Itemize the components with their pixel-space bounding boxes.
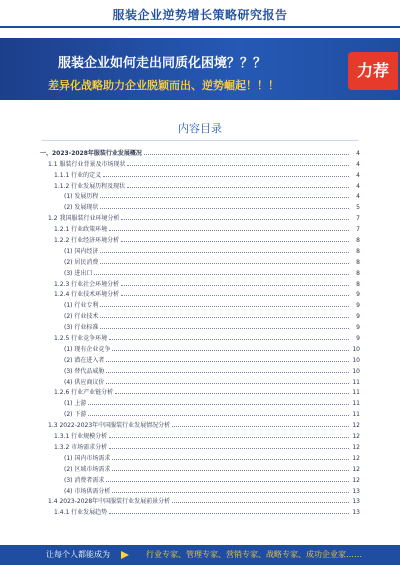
toc-leader-dots	[106, 372, 349, 373]
toc-page-number: 4	[356, 182, 360, 190]
toc-page-number: 4	[356, 149, 360, 157]
toc-entry[interactable]	[40, 331, 360, 342]
toc-page-number: 9	[356, 324, 360, 332]
toc-entry-label: (1) 国内经济	[64, 247, 99, 255]
toc-entry[interactable]	[40, 179, 360, 190]
toc-entry[interactable]	[40, 190, 360, 201]
toc-page-number: 4	[356, 171, 360, 179]
toc-leader-dots	[121, 285, 349, 286]
toc-leader-dots	[100, 197, 349, 198]
toc-entry[interactable]	[40, 222, 360, 233]
toc-entry[interactable]	[40, 495, 360, 506]
toc-entry[interactable]	[40, 451, 360, 462]
toc-entry-label: 1.1.2 行业发展历程及现状	[54, 182, 126, 190]
toc-leader-dots	[88, 415, 349, 416]
toc-page-number: 12	[352, 422, 360, 430]
toc-page-number: 11	[352, 400, 360, 408]
toc-page-number: 12	[352, 454, 360, 462]
toc-entry[interactable]	[40, 353, 360, 364]
toc-leader-dots	[100, 263, 349, 264]
toc-leader-dots	[88, 404, 349, 405]
toc-leader-dots	[172, 426, 349, 427]
toc-page-number: 10	[352, 356, 360, 364]
toc-entry-label: (1) 国内市场需求	[64, 454, 111, 462]
toc-page-number: 12	[352, 476, 360, 484]
toc-leader-dots	[100, 317, 349, 318]
toc-entry[interactable]	[40, 429, 360, 440]
toc-page-number: 9	[356, 291, 360, 299]
toc-leader-dots	[103, 176, 349, 177]
toc-leader-dots	[112, 459, 349, 460]
toc-entry[interactable]	[40, 386, 360, 397]
toc-entry[interactable]	[40, 168, 360, 179]
toc-entry-label: (2) 居民消费	[64, 258, 99, 266]
toc-page-number: 12	[352, 465, 360, 473]
toc-entry[interactable]	[40, 364, 360, 375]
banner-subheadline: 差异化战略助力企业脱颖而出、逆势崛起！！！	[48, 79, 279, 92]
toc-entry-label: (2) 下游	[64, 411, 87, 419]
toc-leader-dots	[109, 339, 349, 340]
toc-leader-dots	[121, 295, 349, 296]
toc-leader-dots	[112, 492, 349, 493]
toc-entry[interactable]	[40, 233, 360, 244]
toc-entry[interactable]	[40, 200, 360, 211]
toc-entry-label: (2) 潜在进入者	[64, 356, 105, 364]
toc-entry[interactable]	[40, 255, 360, 266]
toc-entry-label: (3) 进出口	[64, 269, 93, 277]
toc-entry-label: (1) 发展历程	[64, 193, 99, 201]
toc-entry-label: 1.2.2 行业经济环境分析	[54, 237, 120, 245]
toc-entry-label: (2) 区域市场需求	[64, 465, 111, 473]
recommend-badge: 力荐	[348, 52, 398, 90]
toc-entry-label: 1.2.1 行业政策环境	[54, 226, 108, 234]
toc-page-number: 11	[352, 411, 360, 419]
arrow-right-icon	[120, 550, 130, 560]
toc-page-number: 7	[356, 226, 360, 234]
toc-page-number: 13	[352, 509, 360, 517]
toc-entry-label: 1.1.1 行业的定义	[54, 171, 102, 179]
toc-entry[interactable]	[40, 309, 360, 320]
toc-page-number: 10	[352, 345, 360, 353]
toc-page-number: 9	[356, 302, 360, 310]
toc-leader-dots	[112, 470, 349, 471]
toc-page-number: 8	[356, 247, 360, 255]
toc-page-number: 13	[352, 498, 360, 506]
toc-entry-label: (3) 替代品威胁	[64, 367, 105, 375]
toc-leader-dots	[100, 306, 349, 307]
toc-page-number: 8	[356, 269, 360, 277]
toc-leader-dots	[106, 383, 349, 384]
toc-entry-label: 1.3.1 行业规模分析	[54, 433, 108, 441]
toc-leader-dots	[109, 513, 349, 514]
toc-entry[interactable]	[40, 342, 360, 353]
toc-leader-dots	[109, 448, 349, 449]
toc-leader-dots	[100, 328, 349, 329]
toc-entry-label: 1.1 服装行业背景及市场现状	[48, 160, 126, 168]
toc-page-number: 8	[356, 258, 360, 266]
toc-heading: 内容目录	[178, 122, 222, 135]
toc-entry-label: (4) 供应商议价	[64, 378, 105, 386]
toc-entry[interactable]	[40, 505, 360, 516]
toc-entry-label: (3) 行业标准	[64, 324, 99, 332]
report-title: 服装企业逆势增长策略研究报告	[112, 8, 288, 22]
toc-entry-label: (1) 上游	[64, 400, 87, 408]
toc-leader-dots	[100, 208, 349, 209]
header-divider	[0, 26, 400, 28]
toc-entry-label: (1) 现有企业竞争	[64, 345, 111, 353]
toc-entry[interactable]	[40, 277, 360, 288]
toc-entry[interactable]	[40, 473, 360, 484]
toc-page-number: 11	[352, 389, 360, 397]
toc-page-number: 4	[356, 160, 360, 168]
toc-divider	[42, 140, 358, 141]
toc-page-number: 9	[356, 313, 360, 321]
toc-entry-label: 1.2.4 行业技术环境分析	[54, 291, 120, 299]
toc-page-number: 8	[356, 237, 360, 245]
toc-entry[interactable]	[40, 320, 360, 331]
toc-page-number: 12	[352, 443, 360, 451]
toc-entry-label: 1.3.2 市场需求分析	[54, 443, 108, 451]
toc-entry-label: 1.2.6 行业产业链分析	[54, 389, 114, 397]
toc-entry-label: 1.4 2023-2028年中国服装行业发展前景分析	[48, 498, 171, 506]
toc-leader-dots	[106, 361, 349, 362]
toc-entry-label: 1.2.5 行业竞争环境	[54, 335, 108, 343]
toc-leader-dots	[172, 502, 349, 503]
toc-page-number: 12	[352, 433, 360, 441]
banner-headline: 服装企业如何走出同质化困境？？？	[58, 56, 267, 71]
footer-roles: 行业专家、管理专家、营销专家、战略专家、成功企业家……	[146, 550, 362, 559]
toc-leader-dots	[127, 165, 349, 166]
toc-entry[interactable]	[40, 375, 360, 386]
toc-entry-label: (4) 市场供需分析	[64, 487, 111, 495]
toc-page-number: 8	[356, 280, 360, 288]
toc-leader-dots	[127, 187, 349, 188]
toc-leader-dots	[94, 274, 349, 275]
toc-entry[interactable]	[40, 146, 360, 157]
toc-leader-dots	[100, 252, 349, 253]
toc-entry-label: (2) 行业技术	[64, 313, 99, 321]
footer-slogan: 让每个人都能成为	[46, 550, 110, 559]
toc-entry-label: 1.3 2022-2023年中国服装行业发展情况分析	[48, 422, 171, 430]
toc-leader-dots	[121, 219, 349, 220]
toc-entry[interactable]	[40, 418, 360, 429]
toc-entry[interactable]	[40, 407, 360, 418]
toc-entry[interactable]	[40, 440, 360, 451]
toc-page-number: 11	[352, 378, 360, 386]
toc-page-number: 5	[356, 204, 360, 212]
table-of-contents	[40, 146, 360, 516]
toc-entry-label: 一、2023-2028年服装行业发展概况	[40, 149, 142, 157]
toc-page-number: 7	[356, 215, 360, 223]
toc-entry-label: 1.2 我国服装行业环境分析	[48, 215, 120, 223]
toc-entry-label: (1) 行业专利	[64, 302, 99, 310]
toc-entry-label: (3) 消费者需求	[64, 476, 105, 484]
toc-entry[interactable]	[40, 244, 360, 255]
toc-page-number: 10	[352, 367, 360, 375]
toc-entry[interactable]	[40, 462, 360, 473]
toc-entry-label: 1.4.1 行业发展趋势	[54, 509, 108, 517]
toc-entry-label: (2) 发展现状	[64, 204, 99, 212]
toc-entry[interactable]	[40, 266, 360, 277]
toc-entry[interactable]	[40, 288, 360, 299]
toc-page-number: 9	[356, 335, 360, 343]
toc-entry[interactable]	[40, 211, 360, 222]
toc-entry-label: 1.2.3 行业社会环境分析	[54, 280, 120, 288]
toc-entry[interactable]	[40, 157, 360, 168]
toc-entry[interactable]	[40, 396, 360, 407]
toc-leader-dots	[109, 230, 349, 231]
toc-leader-dots	[144, 154, 349, 155]
toc-leader-dots	[112, 350, 349, 351]
toc-leader-dots	[121, 241, 349, 242]
toc-leader-dots	[115, 393, 349, 394]
toc-leader-dots	[109, 437, 349, 438]
toc-entry[interactable]	[40, 484, 360, 495]
toc-page-number: 13	[352, 487, 360, 495]
toc-page-number: 4	[356, 193, 360, 201]
toc-entry[interactable]	[40, 298, 360, 309]
toc-leader-dots	[106, 481, 349, 482]
